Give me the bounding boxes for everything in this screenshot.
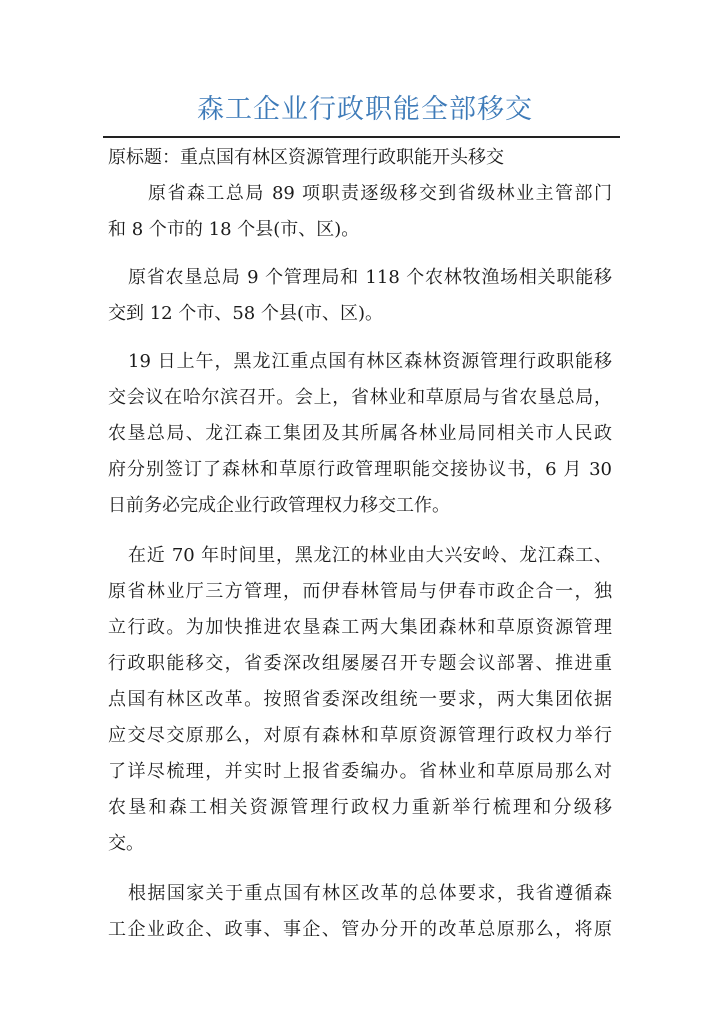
document-body [108, 141, 612, 948]
title-divider [103, 136, 620, 138]
paragraph-line: 和 8 个市的 18 个县(市、区)。 [108, 219, 360, 240]
paragraph-line: 根据国家关于重点国有林区改革的总体要求，我省遵循森 [128, 883, 612, 904]
paragraph-line: 在近 70 年时间里，黑龙江的林业由大兴安岭、龙江森工、 [128, 545, 612, 566]
paragraph [108, 344, 612, 524]
paragraph-line: 原省农垦总局 9 个管理局和 118 个农林牧渔场相关职能移 [128, 267, 612, 288]
paragraph-line: 工企业政企、政事、事企、管办分开的改革总原那么，将原 [108, 919, 612, 940]
paragraph-line: 日前务必完成企业行政管理权力移交工作。 [108, 495, 450, 516]
paragraph-line: 原省林业厅三方管理，而伊春林管局与伊春市政企合一，独 [108, 581, 612, 602]
paragraph-line: 行政职能移交，省委深改组屡屡召开专题会议部署、推进重 [108, 653, 612, 674]
paragraph-line: 点国有林区改革。按照省委深改组统一要求，两大集团依据 [108, 689, 612, 710]
paragraph-line: 农垦总局、龙江森工集团及其所属各林业局同相关市人民政 [108, 423, 612, 444]
document-title: 森工企业行政职能全部移交 [197, 94, 533, 125]
paragraph-line: 农垦和森工相关资源管理行政权力重新举行梳理和分级移 [108, 797, 612, 818]
paragraph-line: 交。 [108, 833, 144, 854]
paragraph-line: 19 日上午，黑龙江重点国有林区森林资源管理行政职能移 [128, 351, 612, 372]
paragraph [108, 260, 612, 332]
paragraph [108, 876, 612, 948]
paragraph-line: 交到 12 个市、58 个县(市、区)。 [108, 303, 384, 324]
paragraph-line: 应交尽交原那么，对原有森林和草原资源管理行政权力举行 [108, 725, 612, 746]
paragraph-line: 原省森工总局 89 项职责逐级移交到省级林业主管部门 [148, 183, 612, 204]
document-subtitle: 原标题：重点国有林区资源管理行政职能开头移交 [108, 147, 504, 168]
paragraph-line: 了详尽梳理，并实时上报省委编办。省林业和草原局那么对 [108, 761, 612, 782]
paragraph-line: 交会议在哈尔滨召开。会上，省林业和草原局与省农垦总局， [108, 387, 612, 408]
paragraph-line: 府分别签订了森林和草原行政管理职能交接协议书，6 月 30 [108, 459, 612, 480]
paragraph [108, 538, 612, 862]
paragraph [108, 176, 612, 248]
paragraph-line: 立行政。为加快推进农垦森工两大集团森林和草原资源管理 [108, 617, 612, 638]
